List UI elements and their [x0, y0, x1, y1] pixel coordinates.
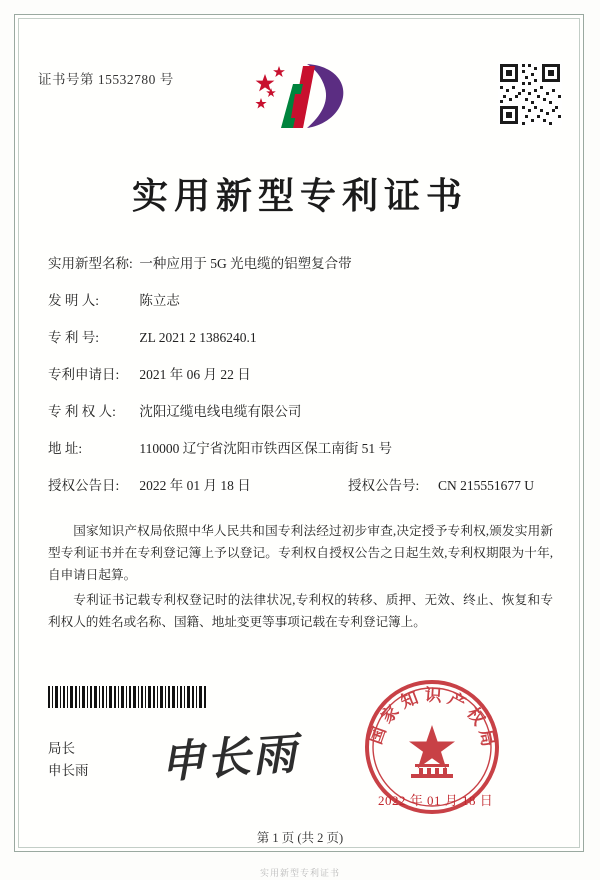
officer-name: 申长雨 [48, 763, 89, 778]
field-label: 地 址: [48, 441, 83, 456]
field-value: 110000 辽宁省沈阳市铁西区保工南街 51 号 [139, 441, 392, 456]
body-paragraph-1: 国家知识产权局依照中华人民共和国专利法经过初步审查,决定授予专利权,颁发实用新型专利证书并在专利登记簿上予以登记。专利权自授权公告之日起生效,专利权期限为十年,自申请日起算。 [48, 524, 553, 582]
field-value: ZL 2021 2 1386240.1 [139, 330, 257, 345]
field-value: 2021 年 06 月 22 日 [139, 367, 251, 382]
body-text [48, 520, 553, 636]
seal-date: 2022 年 01 月 18 日 [378, 793, 494, 808]
field-label: 专 利 号: [48, 330, 100, 345]
field-row-application-date [48, 356, 558, 393]
field-row-patentee [48, 393, 558, 430]
body-paragraph-2: 专利证书记载专利权登记时的法律状况,专利权的转移、质押、无效、终止、恢复和专利权人的姓名或名称、国籍、地址变更等事项记载在专利登记簿上。 [48, 593, 553, 629]
handwritten-signature: 申长雨 [158, 728, 300, 789]
field-label: 实用新型名称: [48, 256, 133, 271]
field-value: 陈立志 [139, 293, 180, 308]
field-row-inventor [48, 282, 558, 319]
field-row-utility-model-name [48, 245, 558, 282]
field-label: 专 利 权 人: [48, 404, 116, 419]
field-label: 授权公告日: [48, 478, 120, 493]
certificate-number: 证书号第 15532780 号 [38, 72, 174, 87]
field-label: 发 明 人: [48, 293, 100, 308]
fields-list [48, 245, 558, 504]
bottom-note: 实用新型专利证书 [259, 868, 340, 878]
page-title: 实用新型专利证书 [131, 175, 468, 217]
qr-code-icon [498, 62, 562, 126]
field-row-address [48, 430, 558, 467]
barcode-icon [48, 686, 208, 708]
field-value-secondary: CN 215551677 U [438, 478, 535, 493]
svg-text:国家知识产权局: 国家知识产权局 [366, 685, 499, 754]
field-label: 专利申请日: [48, 367, 120, 382]
field-value: 一种应用于 5G 光电缆的铝塑复合带 [139, 256, 352, 271]
field-value: 2022 年 01 月 18 日 [139, 478, 251, 493]
office-label: 局长 [48, 741, 75, 756]
signature-block [48, 738, 89, 782]
field-row-grant-announcement [48, 467, 558, 504]
page-number: 第 1 页 (共 2 页) [256, 831, 344, 845]
field-value: 沈阳辽缆电线电缆有限公司 [139, 404, 302, 419]
cnipa-logo-icon [245, 58, 355, 134]
field-row-patent-number [48, 319, 558, 356]
field-label-secondary: 授权公告号: [348, 478, 420, 493]
